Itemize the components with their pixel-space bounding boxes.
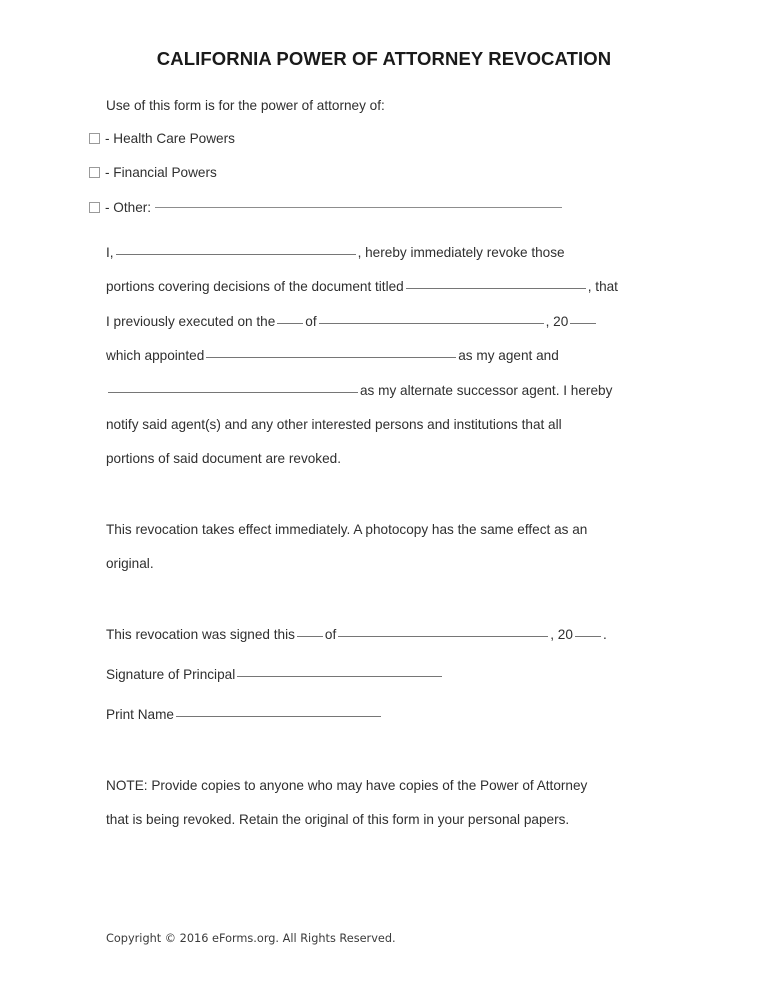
recital-line-2-prefix: portions covering decisions of the document titled (106, 279, 404, 295)
execution-year-blank[interactable] (570, 323, 596, 324)
print-name-line (106, 698, 676, 738)
recital-line-5 (106, 374, 668, 408)
signed-month-blank[interactable] (338, 636, 548, 637)
principal-name-blank[interactable] (116, 254, 356, 255)
signed-day-blank[interactable] (297, 636, 323, 637)
signed-date-line (106, 618, 676, 658)
recital-line-3-suffix: , 20 (545, 313, 569, 329)
empty-checkbox-icon[interactable] (89, 167, 100, 178)
recital-line-5-suffix: as my alternate successor agent. I hereby (360, 382, 613, 398)
execution-month-blank[interactable] (319, 323, 544, 324)
agent-name-blank[interactable] (206, 357, 456, 358)
signature-blank[interactable] (237, 676, 442, 677)
note-paragraph (106, 769, 666, 838)
recital-line-3-mid: of (305, 313, 317, 329)
execution-day-blank[interactable] (277, 323, 303, 324)
empty-checkbox-icon[interactable] (89, 202, 100, 213)
signed-date-mid: of (324, 627, 337, 642)
checkbox-row-financial-powers[interactable] (89, 165, 217, 180)
signed-date-suffix: , 20 (550, 627, 573, 642)
recital-line-1-prefix: I, (106, 245, 114, 260)
effect-line-1: This revocation takes effect immediately. A photocopy has the same effect as an (106, 522, 588, 537)
signed-date-prefix: This revocation was signed this (106, 627, 295, 642)
print-name-blank[interactable] (176, 716, 381, 717)
page-title: CALIFORNIA POWER OF ATTORNEY REVOCATION (156, 48, 612, 69)
copyright-footer: Copyright © 2016 eForms.org. All Rights Reserved. (106, 932, 396, 945)
recital-line-1-suffix: , hereby immediately revoke those (357, 245, 565, 260)
recital-line-2-suffix: , that (587, 279, 618, 295)
recital-line-7: portions of said document are revoked. (106, 451, 342, 467)
note-line-2: that is being revoked. Retain the original of this form in your personal papers. (106, 812, 570, 828)
alternate-agent-name-blank[interactable] (108, 392, 358, 393)
checkbox-label-financial-powers: - Financial Powers (105, 165, 217, 180)
recital-line-4 (106, 339, 668, 373)
checkbox-row-health-care-powers[interactable] (89, 131, 235, 146)
recital-line-3-prefix: I previously executed on the (106, 313, 276, 329)
checkbox-row-other[interactable] (89, 200, 562, 215)
recital-line-2 (106, 270, 668, 304)
other-blank-line[interactable] (155, 207, 562, 208)
recital-line-4-suffix: as my agent and (458, 348, 559, 364)
recital-line-3 (106, 305, 668, 339)
empty-checkbox-icon[interactable] (89, 133, 100, 144)
recital-paragraph (106, 236, 668, 477)
effect-paragraph (106, 513, 666, 582)
document-title-blank[interactable] (406, 288, 586, 289)
signature-label: Signature of Principal (106, 667, 236, 682)
recital-line-4-prefix: which appointed (106, 348, 205, 364)
intro-text: Use of this form is for the power of attorney of: (106, 98, 385, 113)
checkbox-label-health-care-powers: - Health Care Powers (105, 131, 235, 146)
signature-line (106, 658, 676, 698)
signed-date-period: . (602, 627, 607, 642)
signature-block (106, 618, 676, 738)
recital-line-1 (106, 236, 668, 270)
recital-line-6: notify said agent(s) and any other interested persons and institutions that all (106, 416, 562, 432)
signed-year-blank[interactable] (575, 636, 601, 637)
effect-line-2: original. (106, 556, 154, 572)
print-name-label: Print Name (106, 707, 174, 722)
checkbox-label-other: - Other: (105, 200, 152, 215)
note-line-1: NOTE: Provide copies to anyone who may have copies of the Power of Attorney (106, 778, 588, 793)
